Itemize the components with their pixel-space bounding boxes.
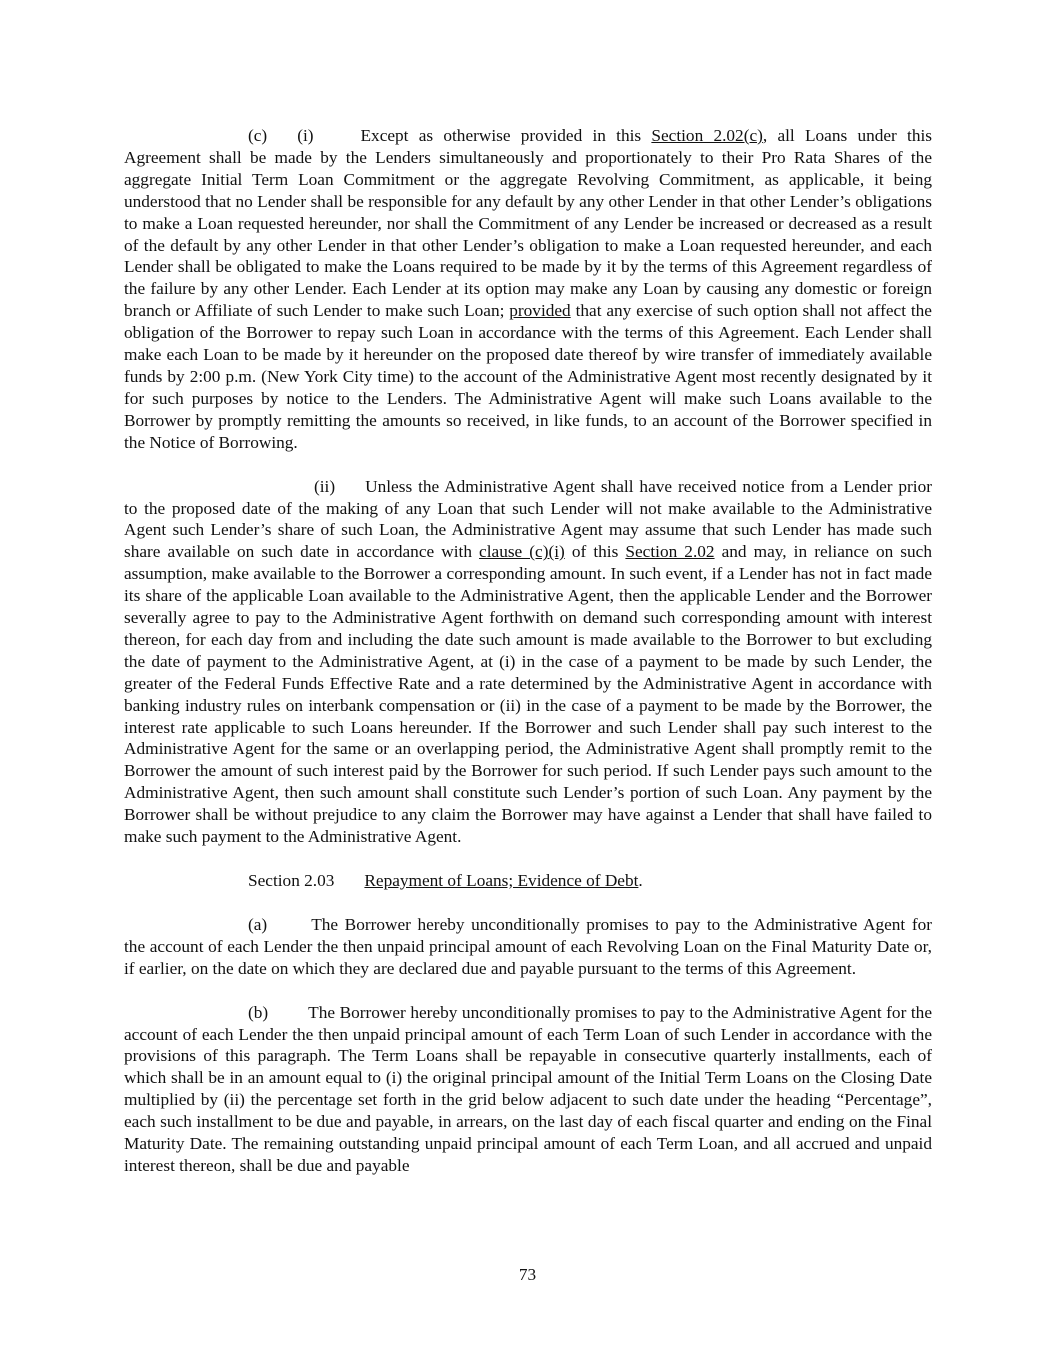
paragraph-c-text-1: Except as otherwise provided in this: [360, 126, 652, 145]
paragraph-ii-text-3: and may, in reliance on such assumption, make available to the Borrower a corresponding amount. In such event, if a Lender has not in fact made its share of the applicable Loan available to the Administrative Agent, then the applicable Lender and the Borrower severally agree to pay to the Administrative Agent forthwith on demand such corresponding amount with interest thereon, for each day from and including the date such amount is made available to the Borrower to but excluding the date of payment to the Administrative Agent, at (i) in the case of a payment to be made by such Lender, the greater of the Federal Funds Effective Rate and a rate determined by the Administrative Agent in accordance with banking industry rules on interbank compensation or (ii) in the case of a payment to be made by the Borrower, the interest rate applicable to such Loans hereunder. If the Borrower and such Lender shall pay such interest to the Administrative Agent for the same or an overlapping period, the Administrative Agent shall promptly remit to the Borrower the amount of such interest paid by the Borrower for such period. If such Lender pays such amount to the Administrative Agent, then such amount shall constitute such Lender’s portion of such Loan. Any payment by the Borrower shall be without prejudice to any claim the Borrower may have against a Lender that shall have failed to make such payment to the Administrative Agent.: [124, 542, 932, 847]
paragraph-c-text-3: that any exercise of such option shall not affect the obligation of the Borrower to repay such Loan in accordance with the terms of this Agreement. Each Lender shall make each Loan to be made by it hereunder on the proposed date thereof by wire transfer of immediately available funds by 2:00 p.m. (New York City time) to the account of the Administrative Agent most recently designated by it for such purposes by notice to the Lenders. The Administrative Agent will make such Loans available to the Borrower by promptly remitting the amounts so received, in like funds, to an account of the Borrower specified in the Notice of Borrowing.: [124, 301, 932, 452]
paragraph-ii-text-1: Unless the Administrative Agent shall have received notice from a Lender prior to the proposed date of the making of any Loan that such Lender will not make available to the Administrative Agent such Lender’s share of such Loan, the Administrative Agent may assume that such Lender has made such share available on such date in accordance with: [124, 476, 932, 562]
document-page: [124, 125, 932, 1177]
section-reference-2: Section 2.02: [625, 542, 715, 562]
section-reference: Section 2.02(c): [651, 126, 763, 145]
paragraph-c-text-2: , all Loans under this Agreement shall be made by the Lenders simultaneously and proportionately to their Pro Rata Shares of the aggregate Initial Term Loan Commitment or the aggregate Revolving Commitment, as applicable, it being understood that no Lender shall be responsible for any default by any other Lender in that other Lender’s obligations to make a Loan requested hereunder, nor shall the Commitment of any Lender be increased or decreased as a result of the default by any other Lender in that other Lender’s obligation to make a Loan requested hereunder, and each Lender shall be obligated to make the Loans required to be made by it by the terms of this Agreement regardless of the failure by any other Lender. Each Lender at its option may make any Loan by causing any domestic or foreign branch or Affiliate of such Lender to make such Loan;: [124, 126, 933, 321]
clause-reference: clause (c)(i): [479, 542, 565, 562]
clause-label-c: (c): [248, 126, 268, 145]
section-number: Section 2.03: [248, 871, 335, 890]
clause-label-b: (b): [248, 1002, 269, 1022]
section-title-period: .: [638, 871, 643, 890]
clause-label-i: (i): [297, 126, 314, 145]
paragraph-c-ii: [124, 476, 932, 848]
clause-label-ii: (ii): [314, 476, 336, 496]
paragraph-a-text: The Borrower hereby unconditionally promises to pay to the Administrative Agent for the account of each Lender the then unpaid principal amount of each Revolving Loan on the Final Maturity Date or, if earlier, on the date on which they are declared due and payable pursuant to the terms of this Agreement.: [124, 914, 932, 978]
page-number: 73: [518, 1265, 537, 1284]
section-heading: [124, 870, 932, 892]
proviso-term: provided: [509, 301, 571, 321]
paragraph-b-text: The Borrower hereby unconditionally promises to pay to the Administrative Agent for the account of each Lender the then unpaid principal amount of each Term Loan of such Lender in accordance with the provisions of this paragraph. The Term Loans shall be repayable in consecutive quarterly installments, each of which shall be in an amount equal to (i) the original principal amount of the Initial Term Loans on the Closing Date multiplied by (ii) the percentage set forth in the grid below adjacent to such date under the heading “Percentage”, each such installment to be due and payable, in arrears, on the last day of each fiscal quarter and ending on the Final Maturity Date. The remaining outstanding unpaid principal amount of each Term Loan, and all accrued and unpaid interest thereon, shall be due and payable: [124, 1002, 932, 1175]
clause-label-a: (a): [248, 914, 268, 934]
paragraph-b: [124, 1002, 932, 1177]
paragraph-ii-text-2: of this: [564, 542, 626, 562]
paragraph-c-i: [124, 125, 932, 454]
section-title: Repayment of Loans; Evidence of Debt: [364, 871, 639, 890]
paragraph-a: [124, 914, 932, 980]
